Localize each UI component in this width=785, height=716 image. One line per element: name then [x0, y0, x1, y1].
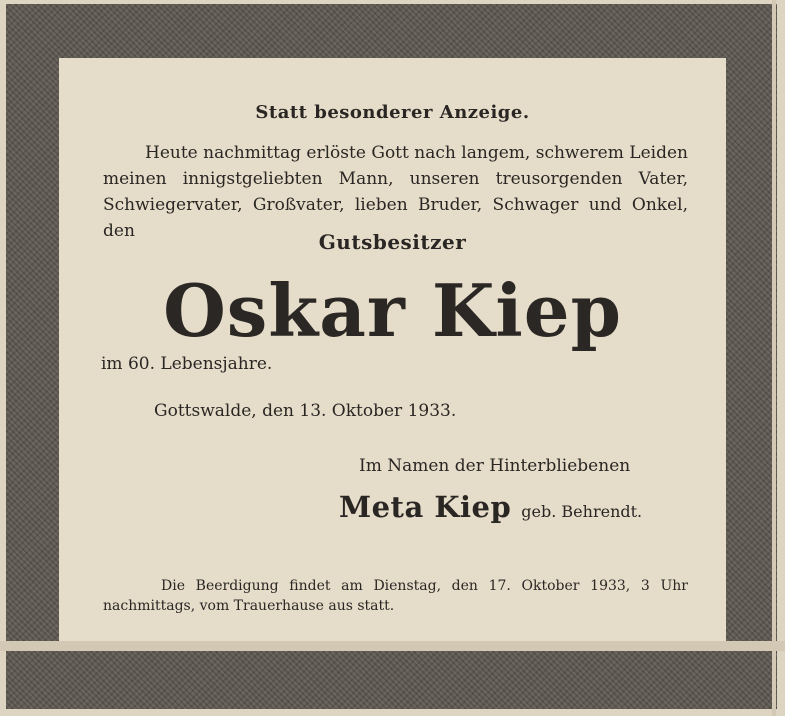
funeral-info: Die Beerdigung findet am Dienstag, den 17. Oktober 1933, 3 Uhr nachmittags, vom Trauerhause aus statt. — [103, 578, 688, 614]
death-notice — [59, 58, 726, 641]
place-date: Gottswalde, den 13. Oktober 1933. — [154, 401, 457, 421]
border-gap-bottom — [0, 641, 785, 651]
bereaved-line: Im Namen der Hinterbliebenen — [359, 456, 631, 476]
deceased-title: Gutsbesitzer — [318, 230, 467, 254]
signature-nee: geb. Behrendt. — [521, 502, 643, 521]
signature-name: Meta Kiep — [339, 490, 512, 524]
notice-heading: Statt besonderer Anzeige. — [255, 102, 530, 123]
notice-body: Heute nachmittag erlöste Gott nach langem, schwerem Leiden meinen innigstgeliebten Mann, unseren treusorgenden Vater, Schwiegervater, Großvater, lieben Bruder, Schwager und Onkel, den — [103, 143, 688, 241]
border-gap-right — [772, 0, 776, 716]
signature — [339, 490, 642, 524]
deceased-age: im 60. Lebensjahre. — [101, 354, 273, 374]
deceased-name: Oskar Kiep — [163, 268, 622, 353]
